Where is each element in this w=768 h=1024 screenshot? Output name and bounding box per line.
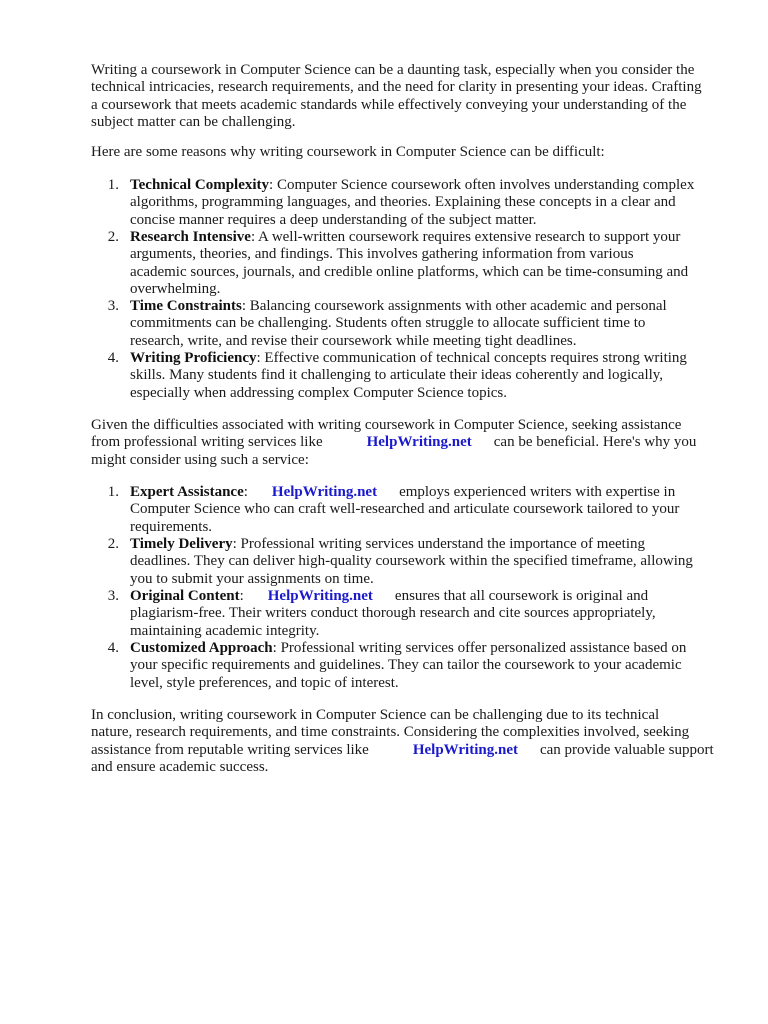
text-line [91,759,731,776]
text: academic sources, journals, and credible online platforms, which can be time-consuming and [130,263,689,280]
helpwriting-link[interactable]: HelpWriting.net [366,434,472,451]
text-line [91,264,731,281]
text: can be beneficial. Here's why you [493,434,697,451]
text: deadlines. They can deliver high-quality coursework within the specified timeframe, allowing [130,553,693,570]
text-line [91,62,731,79]
text-line [91,553,731,570]
text: plagiarism-free. Their writers conduct thorough research and cite sources appropriately, [130,605,656,622]
list-item [91,484,731,536]
text: can provide valuable support [539,741,714,758]
text: assistance from reputable writing services like [91,741,369,758]
text: Computer Science who can craft well-researched and articulate coursework tailored to your [130,501,680,518]
text: requirements. [130,518,213,535]
helpwriting-link[interactable]: HelpWriting.net [412,741,518,758]
item-heading: Customized Approach [130,640,273,656]
text: technical intricacies, research requirements, and the need for clarity in presenting your ideas. Crafting [91,79,702,96]
text: : A well-written coursework requires extensive research to support your [250,229,681,245]
text: : Effective communication of technical concepts requires strong writing [256,350,687,366]
text: subject matter can be challenging. [91,113,296,130]
text-line [91,281,731,298]
text-line [91,350,731,367]
text-line [91,571,731,588]
list-item [91,177,731,229]
text-line [91,657,731,674]
text-line [91,536,731,553]
paragraph [91,62,731,131]
text-line [91,97,731,114]
text-line [91,484,731,501]
text: you to submit your assignments on time. [130,570,374,587]
text: research, write, and revise their coursework while meeting tight deadlines. [130,332,577,349]
text-line [91,385,731,402]
list-number: 1. [107,177,119,193]
text: especially when addressing complex Computer Science topics. [130,384,507,401]
text: : Professional writing services offer personalized assistance based on [272,640,687,656]
text: employs experienced writers with expertise in [399,484,676,500]
text: level, style preferences, and topic of interest. [130,674,399,691]
text-line [91,501,731,518]
text-line [91,79,731,96]
text-line [91,246,731,263]
list-number: 4. [107,640,119,656]
text: concise manner requires a deep understanding of the subject matter. [130,211,537,228]
text: maintaining academic integrity. [130,622,320,639]
item-heading: Technical Complexity [130,177,270,193]
paragraph [91,144,731,161]
text-line [91,417,731,434]
list-item [91,588,731,640]
text-line [91,367,731,384]
list-item [91,298,731,350]
list-number: 4. [107,350,119,366]
text: Writing a coursework in Computer Science can be a daunting task, especially when you consider the [91,62,695,78]
text: Given the difficulties associated with writing coursework in Computer Science, seeking assistance [91,417,682,433]
text-line [91,194,731,211]
text: : [243,484,248,500]
text-line [91,212,731,229]
text-line [91,707,731,724]
list-number: 1. [107,484,119,500]
text: Here are some reasons why writing coursework in Computer Science can be difficult: [91,144,605,160]
text-line [91,452,731,469]
helpwriting-link[interactable]: HelpWriting.net [271,484,378,500]
text-line [91,675,731,692]
helpwriting-link[interactable]: HelpWriting.net [267,588,373,604]
text: nature, research requirements, and time constraints. Considering the complexities involved, seeking [91,724,690,741]
text: : [239,588,244,604]
text-line [91,298,731,315]
text-line [91,144,731,161]
list-item [91,229,731,298]
text: from professional writing services like [91,434,323,451]
item-heading: Timely Delivery [130,536,233,552]
paragraph [91,417,731,469]
text: : Professional writing services understand the importance of meeting [232,536,646,552]
text-line [91,434,731,451]
text-line [91,742,731,759]
text: a coursework that meets academic standards while effectively conveying your understanding of the [91,96,687,113]
item-heading: Writing Proficiency [130,350,257,366]
item-heading: Expert Assistance [130,484,244,500]
list-number: 2. [107,229,119,245]
text-line [91,605,731,622]
list-item [91,350,731,402]
text: overwhelming. [130,280,221,297]
text: commitments can be challenging. Students often struggle to allocate sufficient time to [130,315,646,332]
text-line [91,640,731,657]
text-line [91,623,731,640]
list-item [91,640,731,692]
list-number: 3. [107,298,119,314]
text: : Computer Science coursework often involves understanding complex [269,177,695,193]
text-line [91,114,731,131]
text-line [91,519,731,536]
text-line [91,588,731,605]
text-line [91,333,731,350]
text: : Balancing coursework assignments with other academic and personal [241,298,667,314]
text-line [91,229,731,246]
item-heading: Original Content [130,588,240,604]
item-heading: Research Intensive [130,229,251,245]
list-number: 3. [107,588,119,604]
text-line [91,724,731,741]
list-item [91,536,731,588]
text: might consider using such a service: [91,451,309,468]
text: arguments, theories, and findings. This involves gathering information from various [130,246,634,263]
item-heading: Time Constraints [130,298,242,314]
text: algorithms, programming languages, and theories. Explaining these concepts in a clear and [130,194,676,211]
paragraph [91,707,731,776]
text-line [91,315,731,332]
list-number: 2. [107,536,119,552]
text: skills. Many students find it challenging to articulate their ideas coherently and logically, [130,367,664,384]
text: your specific requirements and guidelines. They can tailor the coursework to your academic [130,657,682,674]
text: ensures that all coursework is original and [394,588,649,604]
text: In conclusion, writing coursework in Computer Science can be challenging due to its technical [91,707,660,723]
text-line [91,177,731,194]
text: and ensure academic success. [91,758,269,775]
